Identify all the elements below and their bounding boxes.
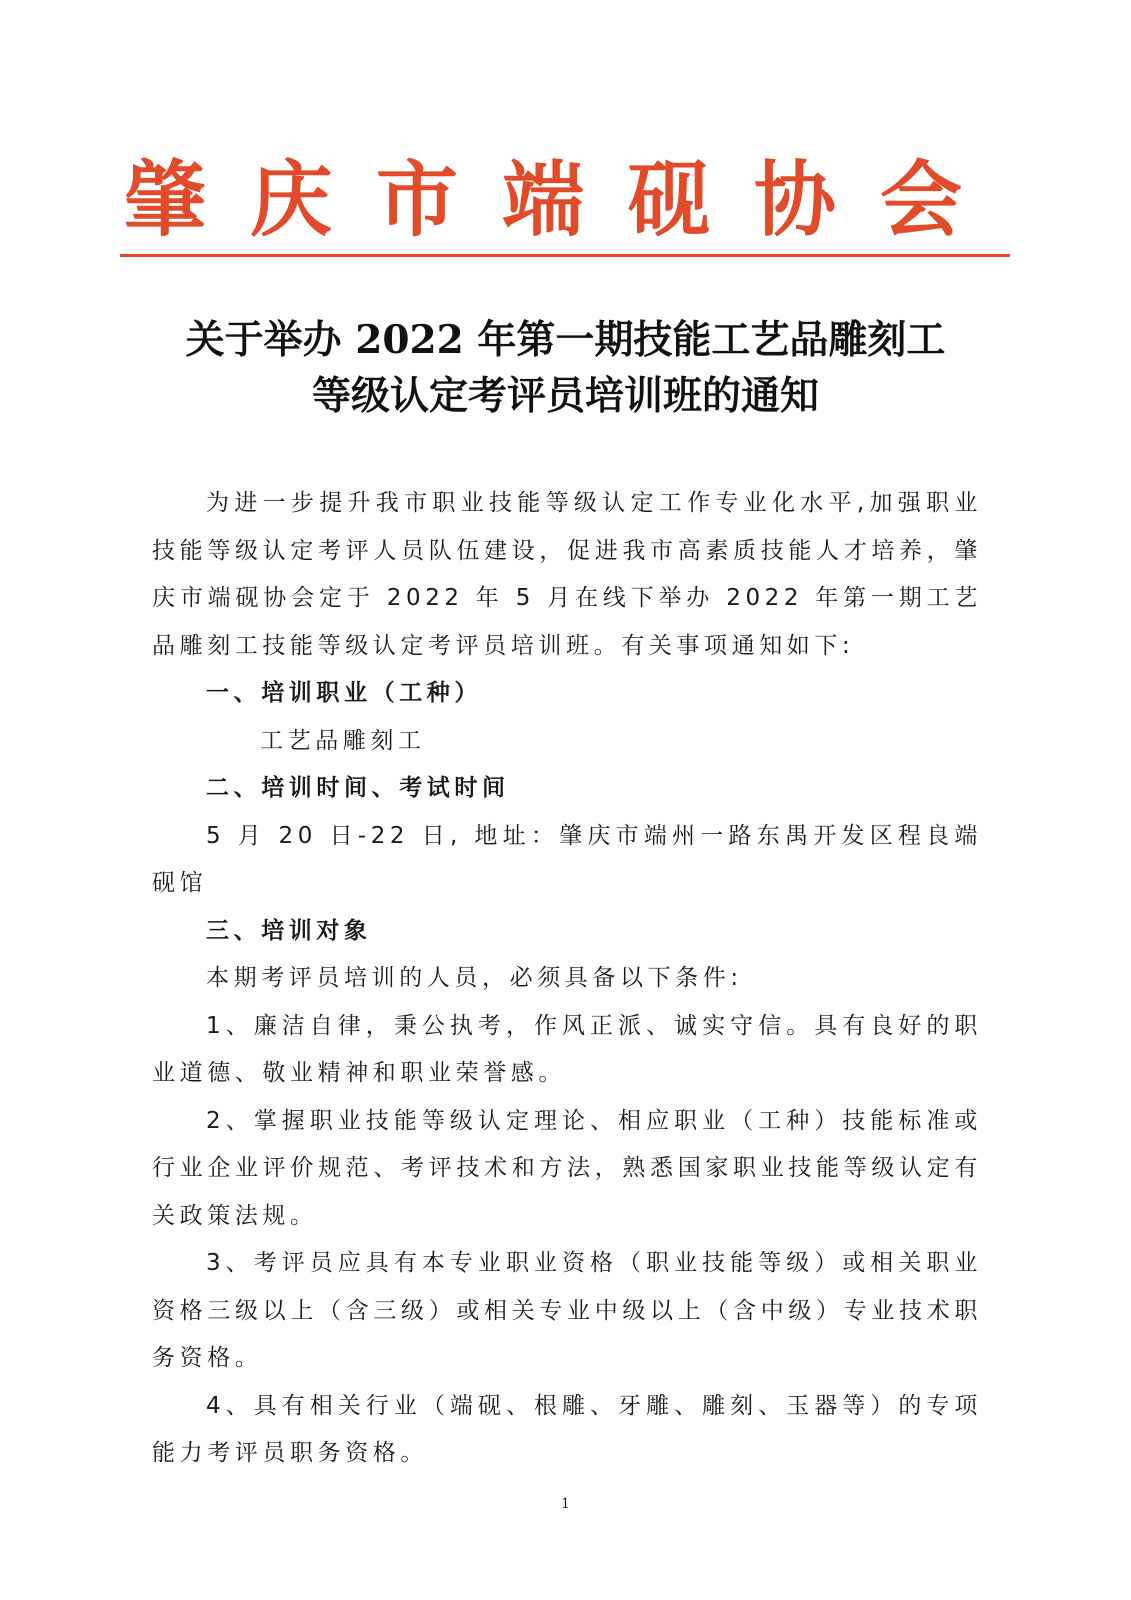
requirement-item-4: 4、具有相关行业（端砚、根雕、牙雕、雕刻、玉器等）的专项能力考评员职务资格。 bbox=[152, 1392, 982, 1466]
section-2-heading: 二、培训时间、考试时间 bbox=[206, 775, 510, 801]
document-title bbox=[140, 312, 991, 424]
section-1-heading: 一、培训职业（工种） bbox=[206, 680, 482, 706]
section-3-heading: 三、培训对象 bbox=[206, 917, 372, 944]
requirement-item-2: 2、掌握职业技能等级认定理论、相应职业（工种）技能标准或行业企业评价规范、考评技术和方法，熟悉国家职业技能等级认定有关政策法规。 bbox=[152, 1107, 982, 1229]
document-title-line-1: 关于举办 2022 年第一期技能工艺品雕刻工 bbox=[185, 317, 946, 363]
page-number: 1 bbox=[561, 1496, 570, 1512]
document-body bbox=[152, 480, 982, 1478]
document-title-line-2: 等级认定考评员培训班的通知 bbox=[311, 373, 819, 419]
header-divider bbox=[120, 254, 1010, 257]
organization-header: 肇庆市端砚协会 bbox=[123, 152, 1006, 248]
intro-paragraph: 为进一步提升我市职业技能等级认定工作专业化水平,加强职业技能等级认定考评人员队伍建设，促进我市高素质技能人才培养，肇庆市端砚协会定于 2022 年 5 月在线下举办 2022 年第一期工艺品雕刻工技能等级认定考评员培训班。有关事项通知如下: bbox=[152, 490, 982, 659]
section-3-lead: 本期考评员培训的人员，必须具备以下条件: bbox=[206, 965, 743, 991]
requirement-item-1: 1、廉洁自律，秉公执考，作风正派、诚实守信。具有良好的职业道德、敬业精神和职业荣誉感。 bbox=[152, 1012, 982, 1086]
section-1-content: 工艺品雕刻工 bbox=[260, 727, 426, 754]
section-2-content: 5 月 20 日-22 日, 地址：肇庆市端州一路东禺开发区程良端砚馆 bbox=[152, 822, 982, 896]
requirement-item-3: 3、考评员应具有本专业职业资格（职业技能等级）或相关职业资格三级以上（含三级）或相关专业中级以上（含中级）专业技术职务资格。 bbox=[152, 1250, 982, 1371]
